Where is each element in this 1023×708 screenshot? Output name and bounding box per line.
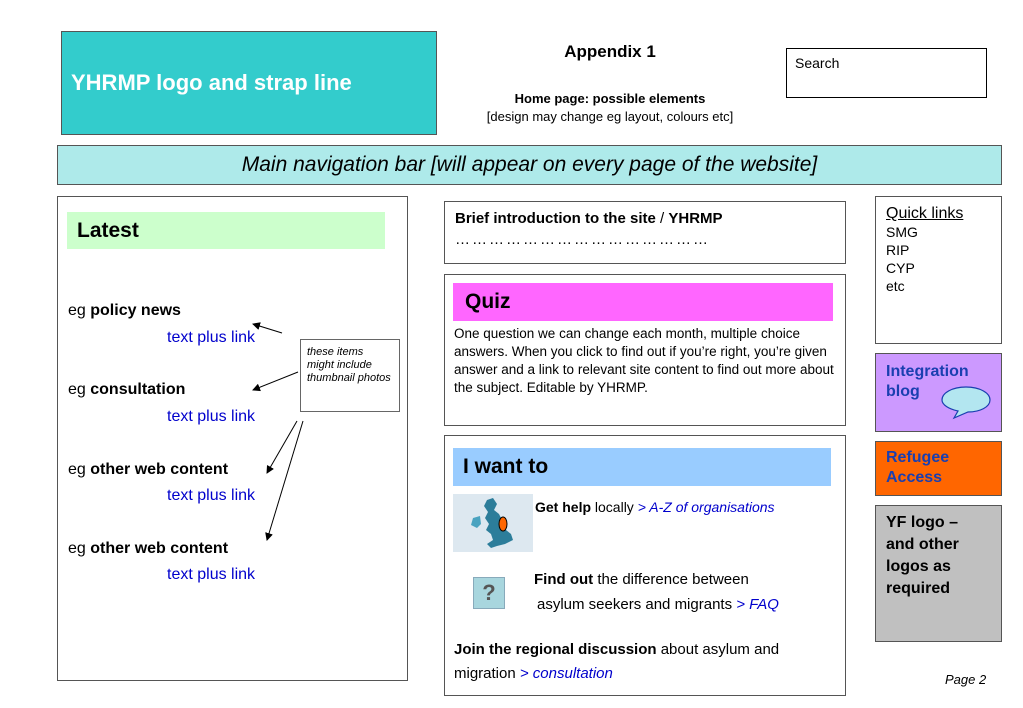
intro-panel: [444, 201, 846, 264]
home-subtitle: [design may change eg layout, colours etc]: [486, 109, 734, 124]
annotation-note: these items might include thumbnail photos: [300, 339, 400, 412]
speech-bubble-icon: [940, 384, 992, 420]
join-discussion-line-2: migration > consultation: [454, 665, 613, 682]
yf-line: logos as: [886, 558, 951, 575]
arrow-line: [267, 421, 303, 540]
join-discussion-line: Join the regional discussion about asylum and: [454, 641, 780, 658]
yf-line: YF logo –: [886, 514, 958, 531]
latest-item-title: eg consultation: [68, 381, 186, 398]
integration-blog-button[interactable]: [875, 353, 1002, 432]
navbar-text: Main navigation bar [will appear on every page of the website]: [241, 153, 818, 176]
arrow-line: [253, 372, 298, 390]
quick-links-title: Quick links: [886, 205, 964, 222]
refugee-access-button[interactable]: [875, 441, 1002, 496]
page-number: Page 2: [945, 672, 987, 687]
arrow-line: [253, 324, 282, 333]
find-out-line: Find out the difference between: [534, 571, 749, 588]
quick-links-panel: [875, 196, 1002, 344]
intro-title: Brief introduction to the site / YHRMP: [455, 210, 723, 227]
home-title: Home page: possible elements: [514, 91, 706, 106]
blog-label-line2: blog: [886, 383, 920, 400]
get-help-line: Get help locally > A-Z of organisations: [535, 499, 775, 515]
quick-link-item[interactable]: CYP: [886, 260, 915, 276]
yf-line: and other: [886, 536, 959, 553]
a-z-organisations-link[interactable]: > A-Z of organisations: [637, 499, 775, 515]
quick-link-item[interactable]: RIP: [886, 242, 910, 258]
latest-item-link[interactable]: text plus link: [167, 408, 256, 425]
quiz-heading: Quiz: [453, 283, 833, 321]
yf-logos-panel: [875, 505, 1002, 642]
find-out-line-2: asylum seekers and migrants > FAQ: [537, 596, 779, 613]
faq-link[interactable]: > FAQ: [736, 596, 779, 613]
search-label: Search: [795, 55, 840, 71]
logo-text: YHRMP logo and strap line: [71, 70, 352, 95]
latest-item-link[interactable]: text plus link: [167, 329, 256, 346]
quick-link-item[interactable]: SMG: [886, 224, 918, 240]
arrow-line: [267, 421, 297, 473]
latest-item-link[interactable]: text plus link: [167, 566, 256, 583]
latest-item-title: eg other web content: [68, 540, 229, 557]
question-mark-icon: ?: [473, 577, 505, 609]
refugee-label-line2: Access: [886, 469, 943, 486]
consultation-link[interactable]: > consultation: [519, 665, 613, 682]
intro-placeholder-dots: ………………………………………: [455, 231, 710, 248]
quiz-description: One question we can change each month, multiple choice answers. When you click to find out if you’re right, you’re given answer and a link to relevant site content to find out more about the subject. Editable by YHRMP.: [454, 326, 834, 395]
uk-map-icon: [453, 494, 533, 552]
blog-label-line1: Integration: [886, 363, 969, 380]
i-want-to-heading: I want to: [453, 448, 831, 486]
latest-item-title: eg policy news: [68, 302, 181, 319]
quick-link-item[interactable]: etc: [886, 278, 905, 294]
latest-item-title: eg other web content: [68, 461, 229, 478]
latest-item-link[interactable]: text plus link: [167, 487, 256, 504]
yf-line: required: [886, 580, 951, 597]
page-title: Appendix 1: [564, 42, 656, 61]
refugee-label-line1: Refugee: [886, 449, 950, 466]
latest-heading: Latest: [67, 212, 385, 249]
